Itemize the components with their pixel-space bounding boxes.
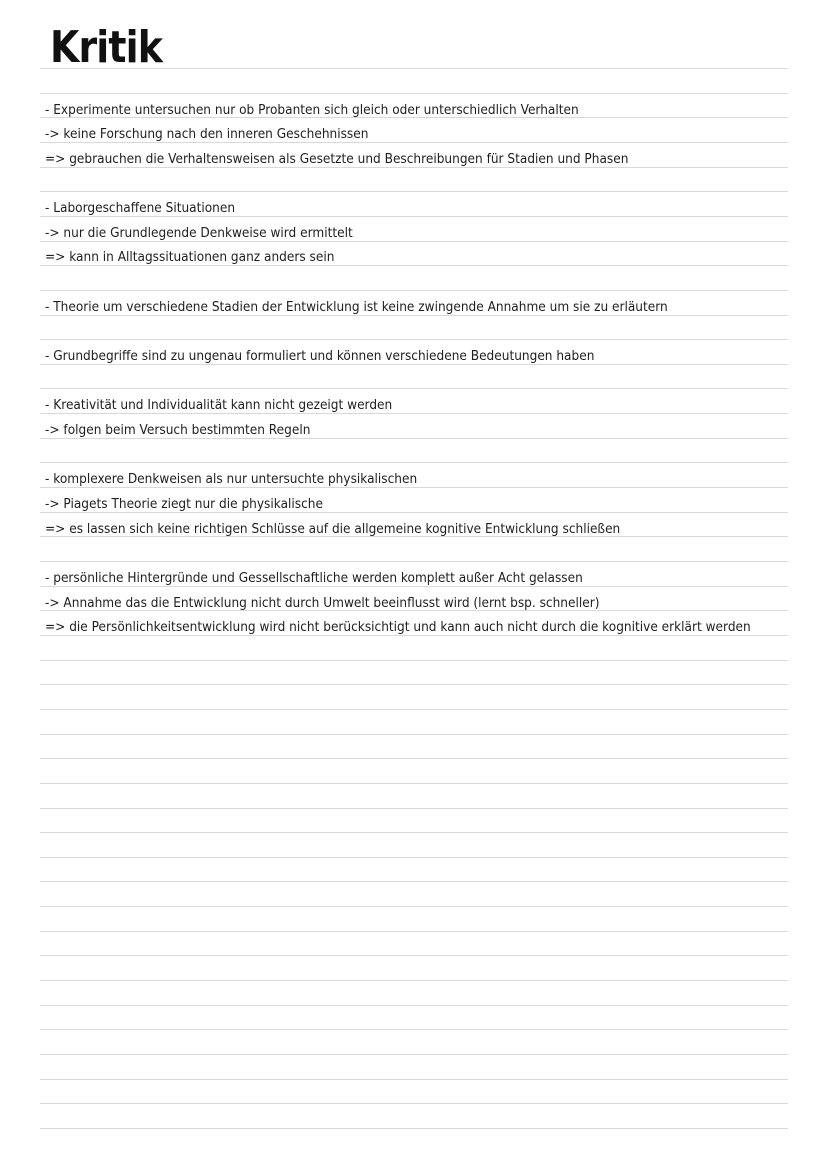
blank-line: [45, 443, 711, 468]
ruled-line: [40, 93, 788, 94]
ruled-line: [40, 684, 788, 685]
note-line: - Theorie um verschiedene Stadien der Entwicklung ist keine zwingende Annahme um sie zu erläutern: [45, 298, 668, 315]
note-line: => es lassen sich keine richtigen Schlüsse auf die allgemeine kognitive Entwicklung schließen: [45, 520, 621, 537]
ruled-line: [40, 734, 788, 735]
ruled-line: [40, 660, 788, 661]
note-line: => die Persönlichkeitsentwicklung wird nicht berücksichtigt und kann auch nicht durch die kognitive erklärt werden: [45, 619, 751, 636]
ruled-line: [40, 1054, 788, 1055]
ruled-line: [40, 1103, 788, 1104]
note-line: -> Annahme das die Entwicklung nicht durch Umwelt beeinflusst wird (lernt bsp. schneller): [45, 594, 600, 611]
ruled-line: [40, 832, 788, 833]
note-line: - Laborgeschaffene Situationen: [45, 200, 236, 217]
ruled-line: [40, 881, 788, 882]
ruled-line: [40, 980, 788, 981]
note-line: - Grundbegriffe sind zu ungenau formuliert und können verschiedene Bedeutungen haben: [45, 348, 595, 364]
blank-line: [45, 270, 711, 295]
ruled-line: [40, 68, 788, 69]
note-line: => gebrauchen die Verhaltensweisen als Gesetzte und Beschreibungen für Stadien und Phasen: [45, 150, 629, 167]
ruled-line: [40, 808, 788, 809]
ruled-line: [40, 857, 788, 858]
note-line: -> nur die Grundlegende Denkweise wird ermittelt: [45, 224, 353, 241]
blank-line: [45, 171, 711, 196]
note-line: - komplexere Denkweisen als nur untersuchte physikalischen: [45, 471, 418, 488]
ruled-line: [40, 758, 788, 759]
ruled-line: [40, 783, 788, 784]
ruled-line: [40, 1005, 788, 1006]
blank-line: [45, 369, 711, 394]
note-line: - Experimente untersuchen nur ob Probanten sich gleich oder unterschiedlich Verhalten: [45, 101, 579, 118]
note-line: - persönliche Hintergründe und Gessellschaftliche werden komplett außer Acht gelassen: [45, 569, 583, 586]
blank-line: [45, 541, 711, 566]
note-line: -> folgen beim Versuch bestimmten Regeln: [45, 421, 311, 438]
blank-line: [45, 319, 711, 344]
note-line: -> keine Forschung nach den inneren Geschehnissen: [45, 126, 369, 143]
note-line: => kann in Alltagssituationen ganz anders sein: [45, 249, 335, 266]
note-line: - Kreativität und Individualität kann nicht gezeigt werden: [45, 397, 393, 414]
ruled-line: [40, 1079, 788, 1080]
ruled-line: [40, 955, 788, 956]
ruled-line: [40, 1029, 788, 1030]
note-line: -> Piagets Theorie ziegt nur die physikalische: [45, 495, 323, 512]
page-title: Kritik: [50, 22, 163, 73]
ruled-line: [40, 931, 788, 932]
ruled-line: [40, 906, 788, 907]
ruled-line: [40, 709, 788, 710]
ruled-line: [40, 1128, 788, 1129]
